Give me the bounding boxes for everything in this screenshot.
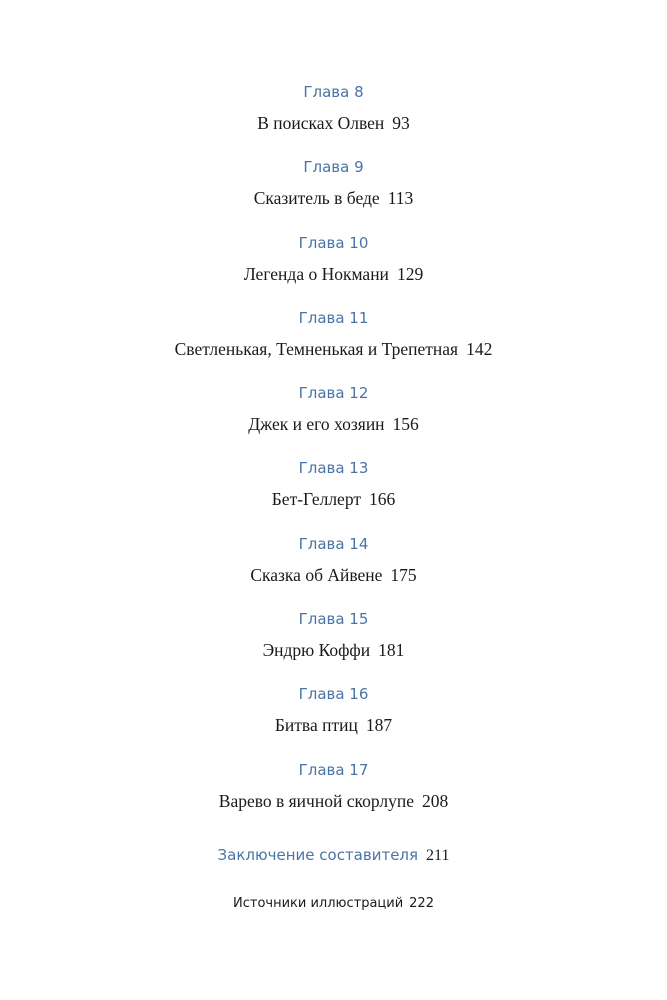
chapter-label: Глава 14 [298,534,369,553]
chapter-label: Глава 17 [298,760,369,779]
page-number: 222 [409,896,434,911]
chapter-line [0,790,667,812]
page-number: 166 [369,489,396,510]
chapter-label: Глава 9 [303,158,364,177]
page-number: 175 [390,564,417,585]
chapter-label: Глава 16 [298,685,369,704]
page-number: 113 [387,188,414,209]
chapter-title: Светленькая, Темненькая и Трепетная [174,338,459,359]
chapter-line [0,263,667,285]
chapter-line [0,564,667,586]
chapter-title: Сказитель в беде [253,188,380,209]
chapter-label: Глава 11 [298,308,369,327]
chapter-title: Джек и его хозяин [248,414,385,435]
chapter-title: Битва птиц [274,715,358,736]
page-number: 93 [392,113,410,133]
sources-title: Источники иллюстраций [233,896,404,911]
chapter-title: Легенда о Нокмани [243,263,389,284]
chapter-label: Глава 10 [298,233,369,252]
chapter-line [0,338,667,360]
toc-entry-chapter-11 [0,308,667,383]
toc-entry-sources [0,894,667,914]
chapter-label: Глава 15 [298,610,369,629]
chapter-line [0,187,667,209]
chapter-title: В поисках Олвен [257,113,385,133]
chapter-label: Глава 8 [303,83,364,101]
toc-entry-chapter-8 [0,82,667,157]
toc-entry-chapter-9 [0,157,667,232]
page-number: 187 [365,715,393,736]
toc-entry-chapter-10 [0,233,667,308]
page-number: 211 [426,847,450,864]
chapter-title: Бет-Геллерт [271,489,361,510]
page-number: 208 [421,790,449,811]
toc-entry-chapter-16 [0,684,667,759]
page-number: 156 [392,414,419,435]
chapter-title: Варево в яичной скорлупе [218,790,414,811]
toc-entry-chapter-17 [0,760,667,835]
toc-entry-chapter-12 [0,383,667,458]
table-of-contents [0,82,667,835]
page-number: 142 [466,338,493,359]
page-number: 181 [378,640,405,661]
chapter-line [0,112,667,134]
chapter-line [0,413,667,435]
toc-entry-chapter-13 [0,458,667,533]
chapter-label: Глава 13 [298,459,369,478]
toc-entry-chapter-15 [0,609,667,684]
toc-entry-chapter-14 [0,534,667,609]
chapter-line [0,639,667,661]
toc-entry-afterword [0,844,667,867]
chapter-label: Глава 12 [298,384,369,403]
chapter-title: Сказка об Айвене [250,564,383,585]
page-number: 129 [396,263,424,284]
chapter-line [0,488,667,510]
chapter-line [0,714,667,736]
chapter-title: Эндрю Коффи [262,640,371,661]
afterword-title: Заключение составителя [217,846,419,864]
